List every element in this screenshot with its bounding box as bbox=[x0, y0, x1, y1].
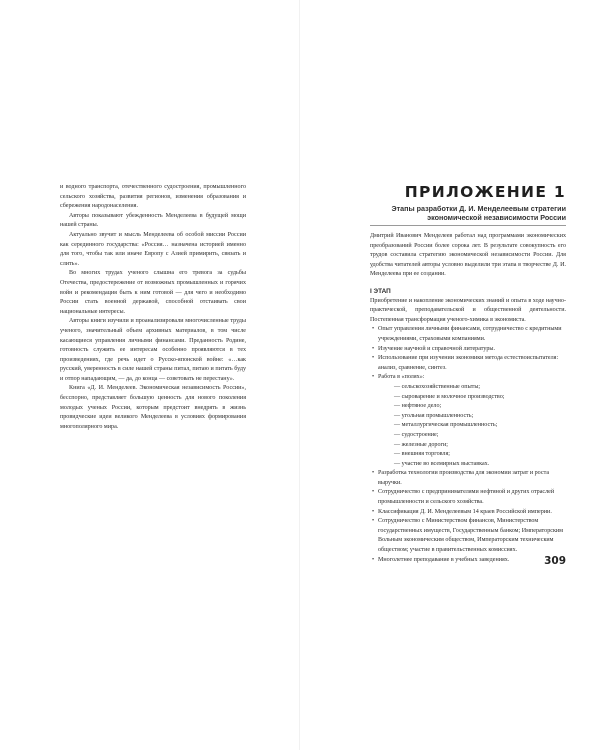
fields-item: — участие во всемирных выставках. bbox=[394, 460, 490, 467]
bullet-text: Многолетнее преподавание в учебных заведениях. bbox=[378, 556, 510, 563]
intro-paragraph: Дмитрий Иванович Менделеев работал над программами экономических преобразований России более сорока лет. В результате совокупность его трудов составила стратегию экономической независимости России. Для удобства читателей авторы условно выделили три этапа в творчестве Д. И. Менделеева при ее создании. bbox=[370, 233, 566, 278]
fields-item: — железные дороги; bbox=[394, 441, 448, 448]
stage-intro: Приобретение и накопление экономических знаний и опыта в ходе научно-практической, преподавательской и общественной деятельности. Постепенная трансформация ученого-химика в экономиста. bbox=[370, 297, 566, 323]
bullet-text: Разработка технологии производства для экономии затрат и роста выручки. bbox=[378, 470, 550, 486]
bullet-item bbox=[370, 508, 566, 518]
fields-item: — сельскохозяйственные опыты; bbox=[394, 383, 481, 390]
bullet-text: Сотрудничество с Министерством финансов, Министерством государственных имуществ, Государственным банком; Императорским Вольным экономическим обществом, Императорским техническим обществом; участие в правительственных комиссиях. bbox=[378, 518, 564, 554]
bullet-list-top bbox=[370, 325, 566, 383]
fields-list bbox=[370, 383, 566, 469]
bullet-item bbox=[370, 373, 566, 383]
bullet-item bbox=[370, 469, 566, 488]
stage-section bbox=[370, 287, 566, 565]
appendix-subtitle: Этапы разработки Д. И. Менделеевым стратегии экономической независимости России bbox=[391, 204, 566, 222]
bullet-icon: • bbox=[372, 470, 375, 477]
bullet-icon: • bbox=[372, 345, 375, 352]
bullet-icon: • bbox=[372, 508, 375, 515]
bullet-icon: • bbox=[372, 489, 375, 496]
right-page bbox=[300, 0, 600, 750]
bullet-icon: • bbox=[372, 326, 375, 333]
left-paragraph-4: Во многих трудах ученого слышна его тревога за судьбы Отечества, предостережение от возможных промышленных и горячих войн и рекомендация быть к ним готовой — для чего и необходимо России стать военной державой, способной отстаивать свои национальные интересы. bbox=[60, 270, 246, 315]
title-divider bbox=[370, 225, 566, 226]
bullet-text: Сотрудничество с предпринимателями нефтяной и других отраслей промышленности и сельского хозяйства. bbox=[378, 489, 555, 506]
bullet-text: Изучение научной и справочной литературы. bbox=[378, 345, 496, 352]
left-paragraph-6: Книга «Д. И. Менделеев. Экономическая независимость России», бесспорно, представляет большую ценность для нового поколения молодых ученых России, которым предстоит внедрять в жизнь провидческие идеи великого Менделеева в условиях формирования многополярного мира. bbox=[60, 385, 246, 430]
stage-heading: I ЭТАП bbox=[370, 288, 391, 295]
bullet-item bbox=[370, 354, 566, 373]
fields-item: — сыроварение и молочное производство; bbox=[394, 393, 505, 400]
intro-block bbox=[370, 232, 566, 280]
fields-item: — нефтяное дело; bbox=[394, 403, 442, 410]
fields-item: — внешняя торговля; bbox=[394, 451, 450, 458]
left-paragraph-2: Авторы показывают убежденность Менделеева в будущей мощи нашей страны. bbox=[60, 212, 246, 229]
bullet-text: Опыт управления личными финансами, сотрудничество с кредитными учреждениями, страховыми компаниями. bbox=[378, 326, 562, 342]
left-paragraph-5: Авторы книги изучили и проанализировали многочисленные труды ученого, значительный объем архивных материалов, в том числе касающиеся управления личными финансами. Преданность Родине, готовность служить ее интересам особенно проявляются в тех произведениях, где речь идет о Русско-японской войне: «…как русский, уверенность в силе нашей страны питал, питаю и питать буду и отпор нападающим, — да, до конца — советовать не перестану». bbox=[60, 318, 246, 382]
bullet-text: Использование при изучении экономики метода естествоиспытателя: анализ, сравнение, синтез. bbox=[378, 355, 559, 371]
left-paragraph-3: Актуально звучит и мысль Менделеева об особой миссии России как серединного государства: «Россия… назначена историей именно для того, чтобы так или иначе Европу с Азией примирить, связать и слить». bbox=[60, 231, 246, 267]
bullet-item bbox=[370, 325, 566, 344]
appendix-title: ПРИЛОЖЕНИЕ 1 bbox=[404, 183, 566, 201]
fields-item: — угольная промышленность; bbox=[394, 412, 474, 419]
left-paragraph-1: и водного транспорта, отечественного судостроения, промышленного сельского хозяйства, развития регионов, изменения образования и сбережения народонаселения. bbox=[60, 184, 246, 210]
bullet-icon: • bbox=[372, 518, 375, 525]
bullet-item bbox=[370, 345, 566, 355]
left-text-column bbox=[60, 183, 246, 432]
bullet-icon: • bbox=[372, 556, 375, 563]
bullet-text: Работа в «полях»: bbox=[378, 374, 425, 381]
bullet-list-bottom bbox=[370, 469, 566, 565]
fields-item: — металлургическая промышленность; bbox=[394, 422, 498, 429]
fields-item: — судостроение; bbox=[394, 431, 439, 438]
bullet-item bbox=[370, 488, 566, 507]
page-number: 309 bbox=[544, 555, 566, 567]
bullet-text: Классификация Д. И. Менделеевым 14 краев Российской империи. bbox=[378, 508, 552, 515]
bullet-item bbox=[370, 517, 566, 555]
bullet-icon: • bbox=[372, 374, 375, 381]
bullet-icon: • bbox=[372, 355, 375, 362]
